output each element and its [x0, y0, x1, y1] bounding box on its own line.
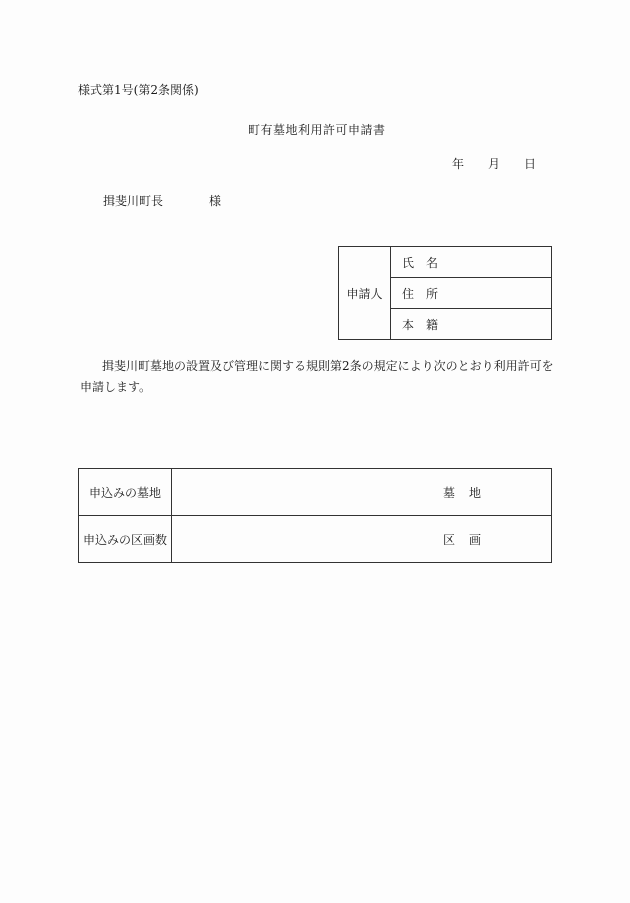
date-line	[452, 155, 536, 172]
applicant-table	[338, 246, 552, 340]
applicant-address-label: 住 所	[402, 286, 439, 301]
date-day-label: 日	[524, 157, 537, 171]
body-text-line2: 申請します。	[80, 380, 152, 394]
addressee	[103, 192, 221, 209]
body-text	[80, 356, 560, 398]
date-year-label: 年	[452, 157, 465, 171]
applicant-domicile-field[interactable]	[391, 309, 552, 340]
cemetery-unit: 墓 地	[442, 485, 481, 500]
application-table	[78, 468, 552, 563]
addressee-name: 揖斐川町長	[103, 194, 164, 208]
applicant-domicile-label: 本 籍	[402, 317, 439, 332]
table-row	[79, 469, 552, 516]
document-title: 町有墓地利用許可申請書	[248, 123, 386, 137]
plot-count-label: 申込みの区画数	[79, 516, 172, 563]
date-month-label: 月	[488, 157, 501, 171]
body-text-line1: 揖斐川町墓地の設置及び管理に関する規則第2条の規定により次のとおり利用許可を	[102, 359, 554, 373]
addressee-honorific: 様	[209, 194, 222, 208]
form-number: 様式第1号(第2条関係)	[78, 83, 199, 97]
applicant-name-label: 氏 名	[402, 255, 439, 270]
plot-count-field[interactable]	[172, 516, 552, 563]
cemetery-field[interactable]	[172, 469, 552, 516]
table-row	[79, 516, 552, 563]
applicant-address-field[interactable]	[391, 278, 552, 309]
plot-count-unit: 区 画	[442, 532, 481, 547]
applicant-role-label: 申請人	[339, 247, 391, 340]
applicant-name-field[interactable]	[391, 247, 552, 278]
cemetery-label: 申込みの墓地	[79, 469, 172, 516]
